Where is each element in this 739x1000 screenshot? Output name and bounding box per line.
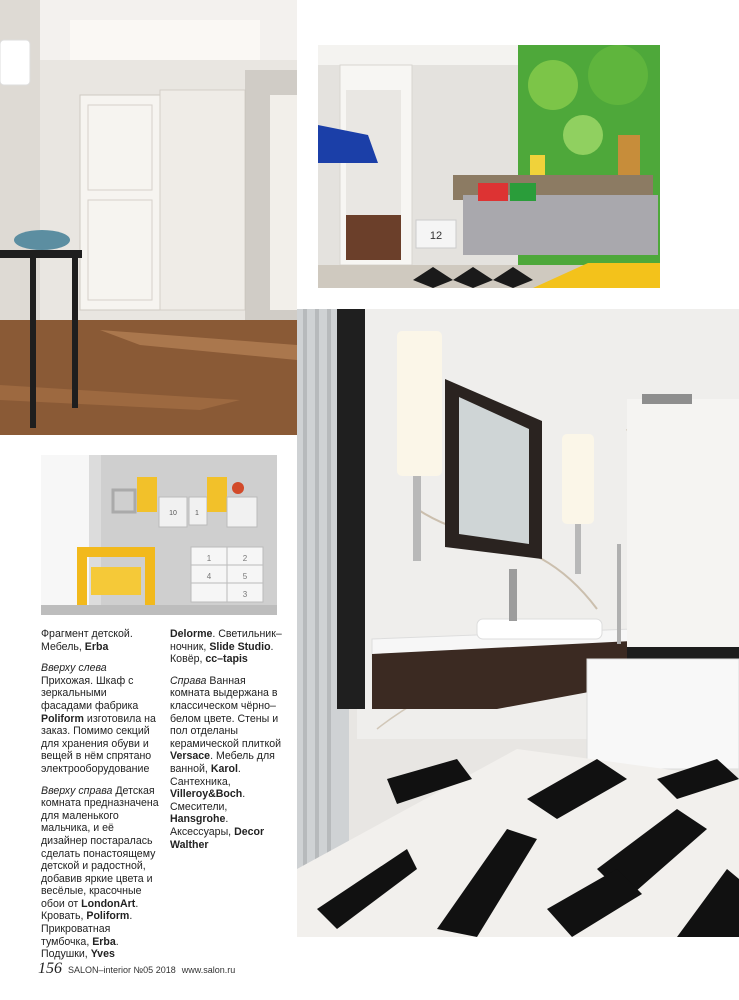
page-footer <box>38 960 235 978</box>
website-link[interactable]: www.salon.ru <box>181 965 236 975</box>
caption-desk: Фрагмент детской. Мебель, Erba <box>41 628 133 653</box>
drawer-label: 2 <box>242 554 248 563</box>
caption-column-left <box>41 628 159 970</box>
caption-hallway: Вверху слева Прихожая. Шкаф с зеркальными фасадами фабрика Poliform изготовила на заказ. Помимо секций для хранения обуви и вещей в нём спрятано электрооборудование <box>41 662 156 775</box>
caption-bathroom: Справа Ванная комната выдержана в классическом чёрно–белом цвете. Стены и пол отделаны керамической плиткой Versace. Мебель для ванной, Karol. Сантехника, Villeroy&Boch. Смесители, Hansgrohe. Аксессуары, Decor Walther <box>170 674 282 851</box>
caption-kids-room: Вверху справа Детская комната предназначена для маленького мальчика, и её дизайнер постаралась сделать понастоящему детской и радостной, добавив яркие цвета и весёлые, красочные обои от LondonArt. Кровать, Poliform. Прикроватная тумбочка, Erba. Подушки, Yves <box>41 784 159 961</box>
kids-desk-photo <box>41 455 277 615</box>
drawer-label: 4 <box>206 572 212 581</box>
shelf-label: 10 <box>169 510 177 517</box>
caption-column-right <box>170 628 288 860</box>
drawer-label: 5 <box>242 572 248 581</box>
shelf-label: 1 <box>195 510 199 517</box>
drawer-label: 3 <box>242 590 248 599</box>
page-number: 156 <box>38 960 62 977</box>
hallway-photo <box>0 0 297 435</box>
bedroom-clock-digits: 12 <box>429 230 443 242</box>
magazine-issue: SALON–interior №05 2018 <box>68 965 176 975</box>
kids-bedroom-photo <box>318 45 660 288</box>
caption-kids-room-continued: Delorme. Светильник–ночник, Slide Studio. Ковёр, cc–tapis <box>170 628 282 666</box>
bathroom-photo <box>297 309 739 937</box>
drawer-label: 1 <box>206 554 212 563</box>
